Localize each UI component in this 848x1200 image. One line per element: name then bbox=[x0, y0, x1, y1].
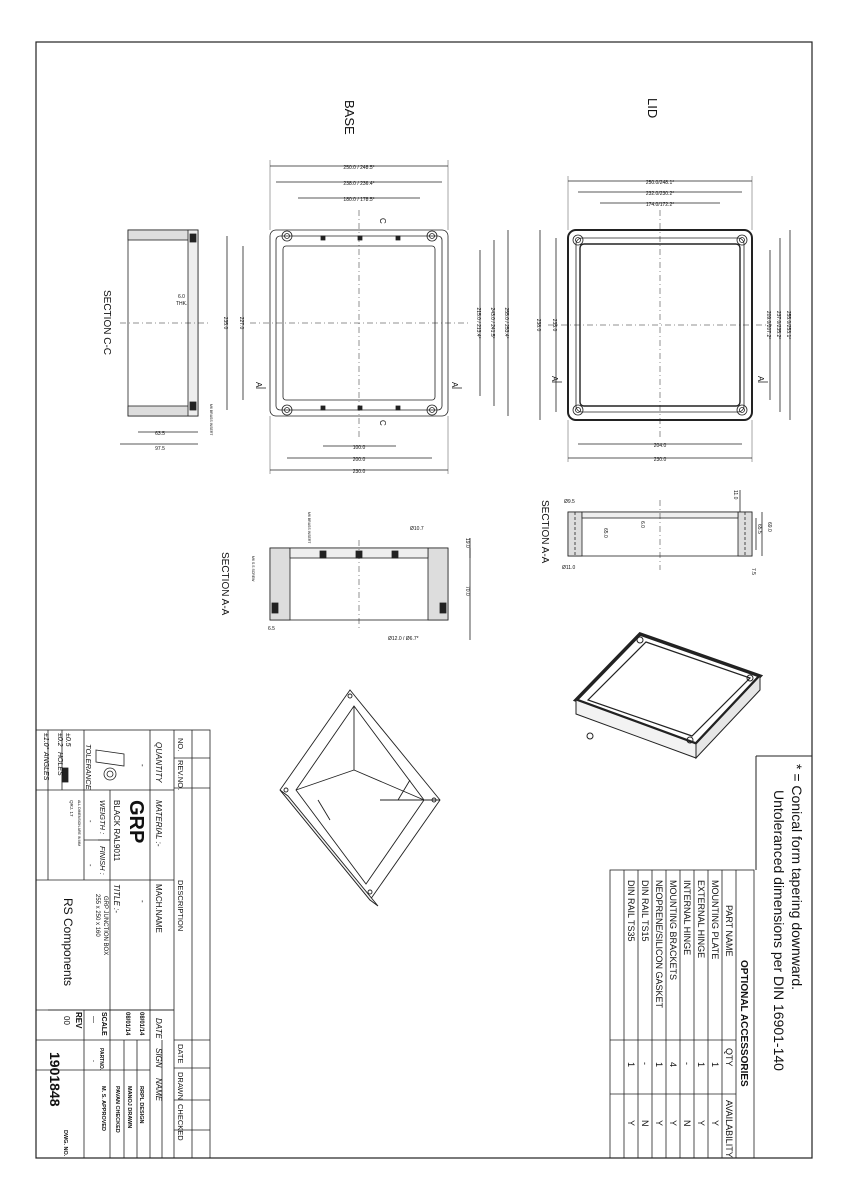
section-aa-lid-h2: 65.0 bbox=[602, 528, 608, 538]
rev-header-desc: DESCRIPTION bbox=[176, 880, 185, 932]
acc-row-1-name: MOUNTING PLATE bbox=[710, 880, 720, 960]
dwg-label: DWG. NO. bbox=[62, 1130, 68, 1157]
part-no-label: PARTNO. bbox=[98, 1048, 104, 1071]
role-1: RRPL DESIGN bbox=[138, 1086, 144, 1124]
section-aa-base-view bbox=[270, 538, 470, 640]
title-label: TITLE :- bbox=[112, 884, 121, 913]
scale-value: — bbox=[90, 1016, 97, 1023]
acc-row bbox=[682, 880, 692, 1127]
accessories-title: OPTIONAL ACCESSORIES bbox=[738, 960, 749, 1087]
quantity-label: QUANTITY bbox=[154, 742, 163, 783]
section-aa-lid-h5: 65.5 bbox=[756, 524, 762, 534]
acc-row-5-qty: 1 bbox=[654, 1062, 664, 1068]
acc-header-part: PART NAME bbox=[724, 905, 734, 957]
lid-marker-a-right: A bbox=[756, 376, 765, 382]
tolerance-label: TOLERANCE bbox=[84, 744, 93, 790]
section-aa-lid-d2: Ø11.0 bbox=[562, 565, 576, 571]
base-dim-h5: 255.0 / 253.4* bbox=[503, 307, 509, 339]
section-cc-w1: 63.5 bbox=[155, 431, 165, 437]
acc-row-3-qty: - bbox=[682, 1062, 692, 1065]
note-line-2: Untoleranced dimensions per DIN 16901-140 bbox=[771, 790, 787, 1071]
lid-dim-b1: 204.0 bbox=[653, 443, 667, 449]
rev-header-no: NO. bbox=[176, 738, 185, 752]
tol-3-label: ANGLES bbox=[42, 752, 49, 781]
acc-row-4-name: MOUNTING BRACKETS bbox=[668, 880, 678, 981]
lid-dim-h3: 209.0/207.2* bbox=[765, 310, 771, 340]
lid-dim-w3: 174.0/172.2* bbox=[645, 202, 675, 208]
section-aa-base-d1: Ø10.7 bbox=[410, 526, 424, 532]
date-2: 08/01/14 bbox=[124, 1012, 130, 1036]
lid-dim-h2: 235.0 bbox=[551, 318, 557, 332]
acc-row-5-avail: Y bbox=[654, 1120, 664, 1127]
rev-header-checked: CHECKED bbox=[176, 1104, 185, 1141]
section-aa-base-h1: 19.0 bbox=[464, 538, 470, 548]
base-view-label: BASE bbox=[342, 100, 357, 135]
section-cc-label: SECTION C-C bbox=[101, 290, 112, 355]
acc-header-qty: QTY bbox=[724, 1048, 734, 1067]
rev-header-date: DATE bbox=[176, 1044, 185, 1064]
lid-dim-h4: 237.0/235.2* bbox=[775, 310, 781, 340]
acc-row-2-qty: 1 bbox=[696, 1062, 706, 1068]
quantity-value: - bbox=[138, 764, 147, 767]
base-marker-a-left: A bbox=[254, 382, 263, 388]
acc-row-4-qty: 4 bbox=[668, 1062, 678, 1068]
acc-row-2-name: EXTERNAL HINGE bbox=[696, 880, 706, 959]
section-aa-base-small: 6.5 bbox=[268, 626, 275, 632]
lid-marker-a-left: A bbox=[550, 376, 559, 382]
acc-row-3-avail: N bbox=[682, 1120, 692, 1127]
section-aa-lid-view bbox=[568, 490, 762, 570]
role-3: PAVAN CHECKED bbox=[114, 1086, 120, 1133]
section-aa-lid-h1: 6.0 bbox=[639, 521, 645, 528]
acc-row-1-avail: Y bbox=[710, 1120, 720, 1127]
lid-dim-w1: 250.0/248.1* bbox=[645, 180, 675, 186]
acc-row-6-avail: N bbox=[640, 1120, 650, 1127]
section-aa-base-d2: Ø12.0 / Ø6.7* bbox=[388, 636, 419, 642]
section-aa-base-label: SECTION A-A bbox=[219, 552, 230, 616]
section-cc-thk: 6.0 bbox=[178, 294, 185, 300]
base-dim-w2: 238.0 / 236.4* bbox=[343, 181, 375, 187]
section-aa-lid-h6: 7.5 bbox=[750, 568, 756, 575]
acc-row-3-name: INTERNAL HINGE bbox=[682, 880, 692, 956]
scale-label: SCALE bbox=[100, 1012, 107, 1036]
rev-header-revno: REV.NO. bbox=[176, 760, 185, 791]
section-cc-w2: 97.5 bbox=[155, 446, 165, 452]
base-dim-b1: 100.0 bbox=[352, 445, 366, 451]
weight-label: WEIGTH : bbox=[98, 800, 107, 835]
acc-row bbox=[640, 880, 650, 1127]
material-label: MATERIAL :- bbox=[154, 800, 163, 847]
part-no-value: - bbox=[90, 1060, 96, 1062]
all-dim-note: ALL DIMENSION ARE IN MM bbox=[77, 800, 81, 847]
acc-row-4-avail: Y bbox=[668, 1120, 678, 1127]
base-dim-b2: 200.0 bbox=[352, 457, 366, 463]
section-cc-insert: M6 BRASS INSERT bbox=[209, 404, 213, 436]
section-aa-lid-h4: 69.0 bbox=[766, 522, 772, 532]
acc-row-2-avail: Y bbox=[696, 1120, 706, 1127]
date-1: 08/01/14 bbox=[138, 1012, 144, 1036]
base-top-view bbox=[227, 100, 508, 474]
mach-name-label: MACH.NAME bbox=[154, 884, 163, 933]
material-value: GRP bbox=[125, 800, 147, 844]
isometric-lid bbox=[576, 634, 760, 758]
base-dim-w3: 180.0 / 178.5* bbox=[343, 197, 375, 203]
section-aa-base-insert: M6 BRASS INSERT bbox=[307, 512, 311, 544]
acc-row bbox=[626, 880, 636, 1126]
tol-2-value: ±0.2 bbox=[56, 733, 63, 747]
section-aa-base-screw: M6 S.S SCREW bbox=[251, 556, 255, 582]
doc-ref: QRJ. 17 bbox=[69, 800, 74, 817]
title-value-1: GRP JUNCTION BOX bbox=[102, 896, 108, 956]
rev-value: 00 bbox=[62, 1016, 71, 1025]
tol-2-label: HOLES bbox=[56, 752, 63, 776]
section-cc-thk-label: THK. bbox=[176, 301, 188, 307]
acc-row-6-name: DIN RAIL TS15 bbox=[640, 880, 650, 942]
acc-row bbox=[654, 880, 664, 1126]
base-marker-a-right: A bbox=[450, 382, 459, 388]
revision-headers bbox=[176, 738, 185, 1141]
notes-box bbox=[756, 756, 812, 1071]
lid-view-label: LID bbox=[645, 98, 660, 119]
note-line-1: * = Conical form tapering downward. bbox=[789, 764, 805, 991]
base-marker-c-top: C bbox=[378, 218, 387, 224]
company-name: RS Components bbox=[61, 898, 75, 987]
sheet-border bbox=[36, 42, 812, 1158]
base-dim-h2: 227.0 bbox=[238, 316, 244, 330]
finish-value: - bbox=[86, 864, 95, 867]
acc-row-7-avail: Y bbox=[626, 1120, 636, 1127]
dwg-value: 1901848 bbox=[47, 1052, 63, 1107]
base-dim-w1: 250.0 / 248.5* bbox=[343, 165, 375, 171]
acc-row-7-qty: 1 bbox=[626, 1062, 636, 1068]
color-value: BLACK RAL9011 bbox=[112, 800, 121, 862]
base-dim-h1: 235.0 bbox=[222, 316, 228, 330]
tol-1-value: ±0.5 bbox=[64, 733, 71, 747]
acc-row bbox=[696, 880, 706, 1126]
base-marker-c-bot: C bbox=[378, 420, 387, 426]
weight-value: - bbox=[86, 820, 95, 823]
title-value-2: 255 x 250 x 160 bbox=[94, 894, 100, 937]
name-label: NAME bbox=[154, 1078, 163, 1102]
role-2: MANOJ DRAWN bbox=[126, 1086, 132, 1129]
acc-row-1-qty: 1 bbox=[710, 1062, 720, 1068]
lid-dim-b2: 230.0 bbox=[653, 457, 667, 463]
date-label: DATE bbox=[154, 1018, 163, 1039]
acc-row-5-name: NEOPRENE/SILICON GASKET bbox=[654, 880, 664, 1009]
tol-3-value: ±1.0° bbox=[42, 733, 49, 750]
rev-label: REV bbox=[74, 1012, 83, 1029]
role-4: M. S. APPROVED bbox=[100, 1086, 106, 1132]
section-aa-base-h2: 70.0 bbox=[464, 586, 470, 596]
projection-symbol bbox=[96, 750, 124, 780]
rev-header-drawn: DRAWN bbox=[176, 1072, 185, 1101]
acc-row-6-qty: - bbox=[640, 1062, 650, 1065]
base-dim-h4: 243.0 / 241.5* bbox=[489, 307, 495, 339]
lid-top-view bbox=[540, 176, 790, 462]
section-aa-lid-label: SECTION A-A bbox=[539, 500, 550, 564]
acc-header-avail: AVAILABILITY bbox=[724, 1100, 734, 1158]
section-aa-lid-h3: 11.0 bbox=[732, 490, 738, 500]
section-cc-view bbox=[120, 230, 210, 444]
base-dim-h3: 215.0 / 213.4* bbox=[475, 307, 481, 339]
isometric-base bbox=[280, 690, 440, 906]
acc-row bbox=[668, 880, 678, 1126]
lid-dim-h1: 238.0 bbox=[535, 318, 541, 332]
base-dim-b3: 230.0 bbox=[352, 469, 366, 475]
lid-dim-h5: 255.0/253.1* bbox=[785, 310, 791, 340]
lid-dim-w2: 232.0/230.2* bbox=[645, 191, 675, 197]
sign-label: SIGN bbox=[154, 1048, 163, 1068]
acc-row-7-name: DIN RAIL TS35 bbox=[626, 880, 636, 942]
finish-label: FINISH : bbox=[98, 846, 107, 875]
acc-row bbox=[710, 880, 720, 1126]
mach-name-value: - bbox=[138, 900, 147, 903]
section-aa-lid-d1: Ø9.5 bbox=[564, 499, 575, 505]
